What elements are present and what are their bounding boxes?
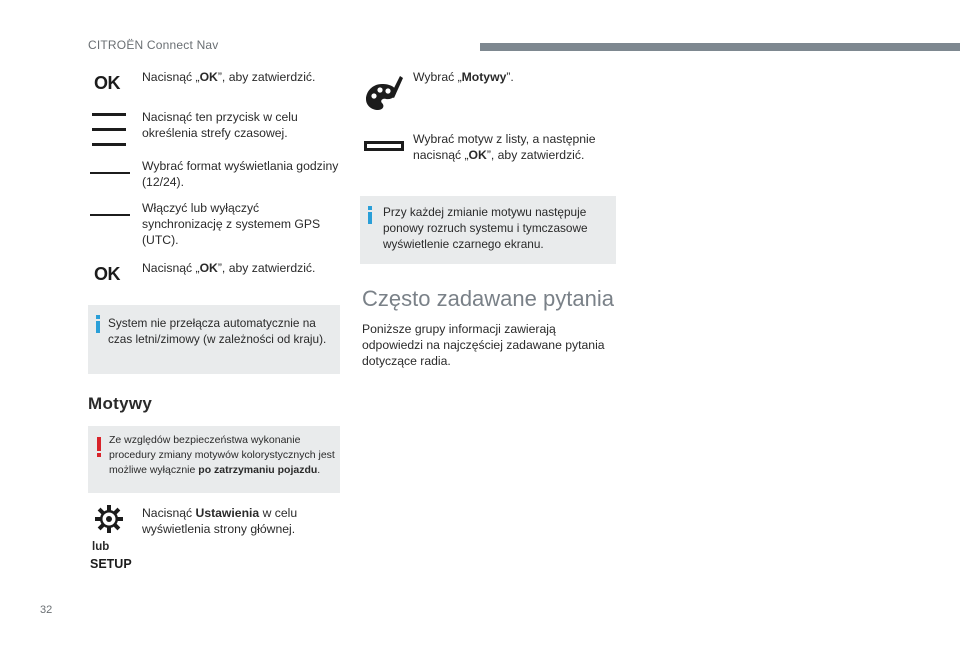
- paragraph-line: Poniższe grupy informacji zawierają: [362, 322, 556, 336]
- step-text: Nacisnąć: [142, 506, 196, 520]
- step-text-bold: OK: [468, 148, 487, 162]
- info-box-restart: [360, 196, 616, 264]
- info-line: Przy każdej zmianie motywu następuje: [383, 205, 587, 219]
- step-text: ”.: [506, 70, 514, 84]
- warning-box: [88, 426, 340, 493]
- step-text: w celu: [259, 506, 298, 520]
- step-text-bold: OK: [199, 261, 218, 275]
- step-text: ”, aby zatwierdzić.: [486, 148, 585, 162]
- step-line: określenia strefy czasowej.: [142, 126, 288, 140]
- step-text: ”, aby zatwierdzić.: [217, 261, 316, 275]
- header-bar: [480, 43, 960, 51]
- step-line: (12/24).: [142, 175, 185, 189]
- step-line: wyświetlenia strony głównej.: [142, 522, 296, 536]
- step-settings: [142, 505, 297, 537]
- info-box-dst: [88, 305, 340, 374]
- step-select-themes: [413, 69, 514, 85]
- section-title-faq: Często zadawane pytania: [362, 286, 614, 311]
- step-time-format: [142, 158, 338, 190]
- step-line: Nacisnąć ten przycisk w celu: [142, 110, 298, 124]
- step-text-bold: Ustawienia: [195, 506, 260, 520]
- step-timezone: [142, 109, 298, 141]
- palette-icon: [364, 74, 404, 112]
- info-icon: [96, 315, 100, 333]
- warning-icon: [97, 437, 101, 457]
- ok-icon: OK: [94, 264, 120, 284]
- step-text: Nacisnąć „: [142, 261, 200, 275]
- step-line: [413, 147, 596, 163]
- info-line: wyświetlenie czarnego ekranu.: [383, 237, 544, 251]
- setup-label: SETUP: [90, 557, 132, 571]
- warning-text: [109, 433, 335, 478]
- info-box-text: [383, 204, 588, 252]
- step-line: synchronizację z systemem GPS: [142, 217, 321, 231]
- faq-paragraph: [362, 321, 605, 369]
- info-line: System nie przełącza automatycznie na: [108, 316, 316, 330]
- paragraph-line: dotyczące radia.: [362, 354, 451, 368]
- line-icon: [90, 214, 130, 216]
- step-line: Włączyć lub wyłączyć: [142, 201, 260, 215]
- step-text: nacisnąć „: [413, 148, 469, 162]
- step-text: Nacisnąć „: [142, 70, 200, 84]
- step-text-bold: OK: [199, 70, 218, 84]
- step-ok-confirm-2: [142, 260, 315, 276]
- menu-icon: [92, 113, 126, 147]
- warning-text-span: możliwe wyłącznie: [109, 464, 199, 476]
- step-line: Wybrać motyw z listy, a następnie: [413, 132, 596, 146]
- page-number: 32: [40, 604, 53, 616]
- step-line: Wybrać format wyświetlania godziny: [142, 159, 339, 173]
- warning-line: [109, 463, 335, 478]
- info-line: ponowy rozruch systemu i tymczasowe: [383, 221, 588, 235]
- info-line: czas letni/zimowy (w zależności od kraju).: [108, 332, 327, 346]
- step-text-bold: Motywy: [461, 70, 507, 84]
- info-box-text: [108, 315, 326, 347]
- section-title-themes: Motywy: [88, 394, 153, 413]
- gear-icon: [95, 505, 123, 533]
- step-text: Wybrać „: [413, 70, 462, 84]
- step-ok-confirm-1: [142, 69, 315, 85]
- warning-line: procedury zmiany motywów kolorystycznych jest: [109, 449, 335, 461]
- paragraph-line: odpowiedzi na najczęściej zadawane pytania: [362, 338, 605, 352]
- ok-icon: OK: [94, 73, 120, 93]
- step-choose-theme: [413, 131, 596, 163]
- info-icon: [368, 206, 372, 224]
- page-header-title: CITROËN Connect Nav: [88, 38, 219, 52]
- or-label: lub: [92, 541, 110, 553]
- list-item-icon: [364, 138, 404, 148]
- warning-line: Ze względów bezpieczeństwa wykonanie: [109, 434, 301, 446]
- warning-text-span: .: [317, 464, 321, 476]
- step-line: [142, 505, 297, 521]
- step-line: (UTC).: [142, 233, 179, 247]
- warning-text-bold: po zatrzymaniu pojazdu: [198, 464, 318, 476]
- line-icon: [90, 172, 130, 174]
- step-text: ”, aby zatwierdzić.: [217, 70, 316, 84]
- step-gps-sync: [142, 200, 320, 248]
